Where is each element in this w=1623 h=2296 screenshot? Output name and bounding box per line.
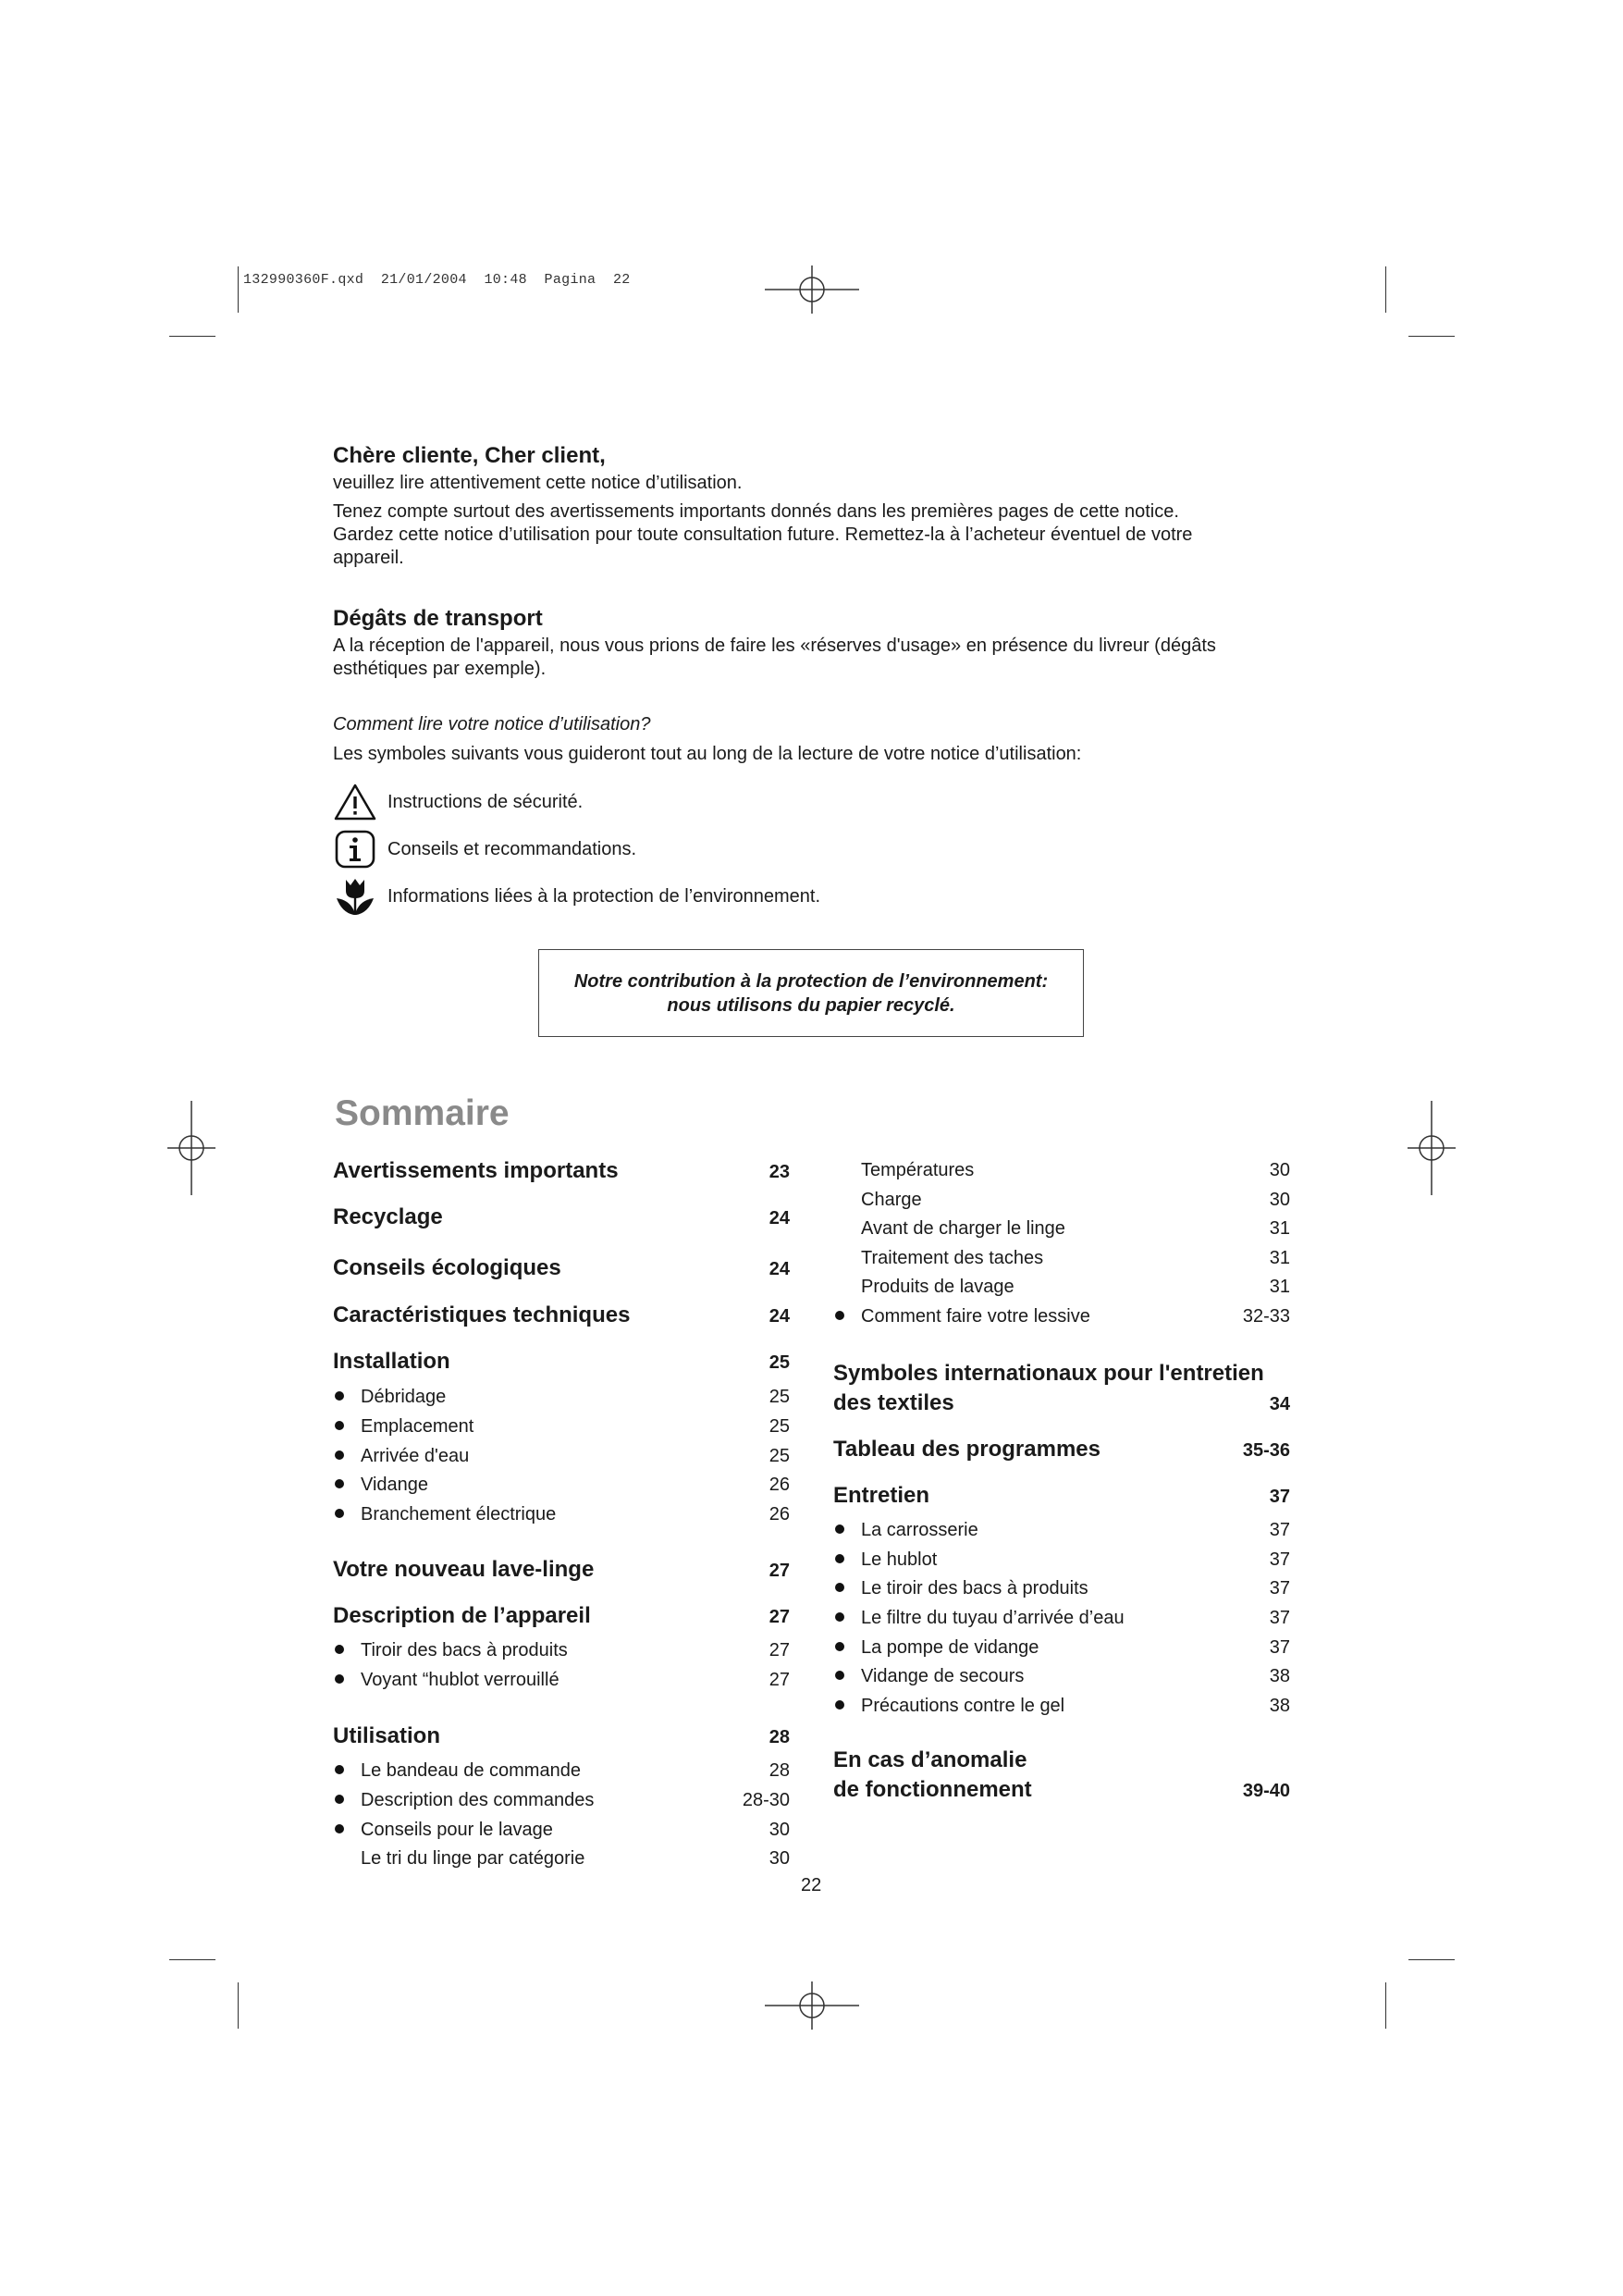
bullet-icon — [833, 1306, 861, 1327]
toc-subentry: Traitement des taches 31 — [861, 1248, 1290, 1268]
symbol-row — [333, 874, 820, 919]
environment-note-box — [538, 949, 1084, 1037]
page-number: 22 — [801, 1875, 822, 1895]
crop-mark — [169, 336, 215, 337]
toc-subentry: La carrosserie 37 — [833, 1520, 1290, 1541]
crop-mark — [1385, 1982, 1386, 2029]
symbol-label: Conseils et recommandations. — [387, 838, 637, 859]
print-slug: 132990360F.qxd 21/01/2004 10:48 Pagina 22 — [243, 272, 631, 288]
registration-mark — [167, 1101, 215, 1195]
howto-text: Les symboles suivants vous guideront tout au long de la lecture de votre notice d’utilisation: — [333, 744, 1082, 764]
intro-heading: Chère cliente, Cher client, — [333, 443, 606, 468]
sommaire-title: Sommaire — [335, 1093, 510, 1133]
toc-subentry: Avant de charger le linge 31 — [861, 1218, 1290, 1239]
bullet-icon — [333, 1820, 361, 1841]
toc-entry: Entretien 37 — [833, 1483, 1290, 1508]
bullet-icon — [833, 1608, 861, 1629]
toc-subentry: Tiroir des bacs à produits 27 — [333, 1640, 790, 1661]
bullet-icon — [833, 1666, 861, 1687]
toc-subentry: Débridage 25 — [333, 1387, 790, 1408]
info-icon — [333, 827, 377, 871]
bullet-icon — [833, 1578, 861, 1599]
warning-triangle-icon — [333, 780, 377, 824]
toc-entry: Conseils écologiques 24 — [333, 1255, 790, 1280]
intro-section — [333, 440, 1295, 570]
bullet-icon — [333, 1790, 361, 1811]
note-line: Notre contribution à la protection de l’environnement: — [573, 970, 1049, 992]
bullet-icon — [833, 1520, 861, 1541]
crop-mark — [238, 1982, 239, 2029]
registration-mark — [1408, 1101, 1456, 1195]
registration-mark — [765, 265, 859, 314]
bullet-icon — [333, 1416, 361, 1438]
toc-subentry: La pompe de vidange 37 — [833, 1637, 1290, 1659]
crop-mark — [1385, 266, 1386, 313]
crop-mark — [169, 1959, 215, 1960]
toc-entry: Recyclage 24 — [333, 1204, 790, 1229]
toc-subentry: Le tri du linge par catégorie 30 — [361, 1848, 790, 1869]
transport-text: esthétiques par exemple). — [333, 659, 547, 679]
toc-subentry: Précautions contre le gel 38 — [833, 1696, 1290, 1717]
bullet-icon — [333, 1670, 361, 1691]
intro-text: Gardez cette notice d’utilisation pour toute consultation future. Remettez-la à l’acheteur éventuel de votre — [333, 525, 1193, 545]
howto-question: Comment lire votre notice d’utilisation? — [333, 714, 651, 734]
toc-entry: Symboles internationaux pour l'entretien des textiles 34 — [833, 1361, 1290, 1415]
crop-mark — [238, 266, 239, 313]
symbol-row — [333, 827, 636, 871]
toc-subentry: Charge 30 — [861, 1190, 1290, 1210]
toc-subentry: Vidange 26 — [333, 1475, 790, 1496]
tulip-icon — [333, 874, 377, 919]
toc-entry: Caractéristiques techniques 24 — [333, 1302, 790, 1327]
toc-subentry: Produits de lavage 31 — [861, 1277, 1290, 1297]
bullet-icon — [833, 1549, 861, 1571]
toc-subentry: Voyant “hublot verrouillé 27 — [333, 1670, 790, 1691]
toc-subentry: Description des commandes 28-30 — [333, 1790, 790, 1811]
bullet-icon — [333, 1504, 361, 1525]
transport-text: A la réception de l'appareil, nous vous prions de faire les «réserves d'usage» en présence du livreur (dégâts — [333, 636, 1216, 656]
toc-entry: Votre nouveau lave-linge 27 — [333, 1557, 790, 1582]
note-line: nous utilisons du papier recyclé. — [667, 994, 955, 1016]
bullet-icon — [333, 1640, 361, 1661]
toc-left-column — [333, 1156, 790, 1878]
intro-text: Tenez compte surtout des avertissements importants donnés dans les premières pages de cette notice. — [333, 501, 1179, 522]
intro-text: appareil. — [333, 548, 404, 568]
toc-subentry: Comment faire votre lessive 32-33 — [833, 1306, 1290, 1327]
toc-subentry: Branchement électrique 26 — [333, 1504, 790, 1525]
toc-subentry: Arrivée d'eau 25 — [333, 1446, 790, 1467]
toc-entry: Description de l’appareil 27 — [333, 1603, 790, 1628]
toc-entry: Installation 25 — [333, 1349, 790, 1374]
transport-section — [333, 603, 1295, 681]
registration-mark — [765, 1981, 859, 2030]
bullet-icon — [333, 1760, 361, 1782]
toc-entry: Utilisation 28 — [333, 1723, 790, 1748]
toc-subentry: Le bandeau de commande 28 — [333, 1760, 790, 1782]
crop-mark — [1408, 1959, 1455, 1960]
bullet-icon — [333, 1446, 361, 1467]
transport-heading: Dégâts de transport — [333, 606, 543, 631]
toc-entry: Tableau des programmes 35-36 — [833, 1437, 1290, 1462]
crop-mark — [1408, 336, 1455, 337]
symbol-label: Informations liées à la protection de l’environnement. — [387, 885, 821, 907]
toc-subentry: Le filtre du tuyau d’arrivée d’eau 37 — [833, 1608, 1290, 1629]
bullet-icon — [833, 1696, 861, 1717]
toc-subentry: Le hublot 37 — [833, 1549, 1290, 1571]
toc-subentry: Le tiroir des bacs à produits 37 — [833, 1578, 1290, 1599]
bullet-icon — [333, 1475, 361, 1496]
toc-right-column — [833, 1156, 1290, 1822]
intro-text: veuillez lire attentivement cette notice d’utilisation. — [333, 473, 743, 493]
toc-entry: En cas d’anomalie de fonctionnement 39-40 — [833, 1747, 1290, 1802]
symbol-label: Instructions de sécurité. — [387, 791, 584, 812]
toc-subentry: Températures 30 — [861, 1160, 1290, 1180]
howto-section — [333, 713, 1295, 766]
toc-subentry: Vidange de secours 38 — [833, 1666, 1290, 1687]
bullet-icon — [833, 1637, 861, 1659]
symbol-row — [333, 780, 583, 824]
toc-subentry: Emplacement 25 — [333, 1416, 790, 1438]
toc-subentry: Conseils pour le lavage 30 — [333, 1820, 790, 1841]
bullet-icon — [333, 1387, 361, 1408]
toc-entry: Avertissements importants 23 — [333, 1158, 790, 1183]
